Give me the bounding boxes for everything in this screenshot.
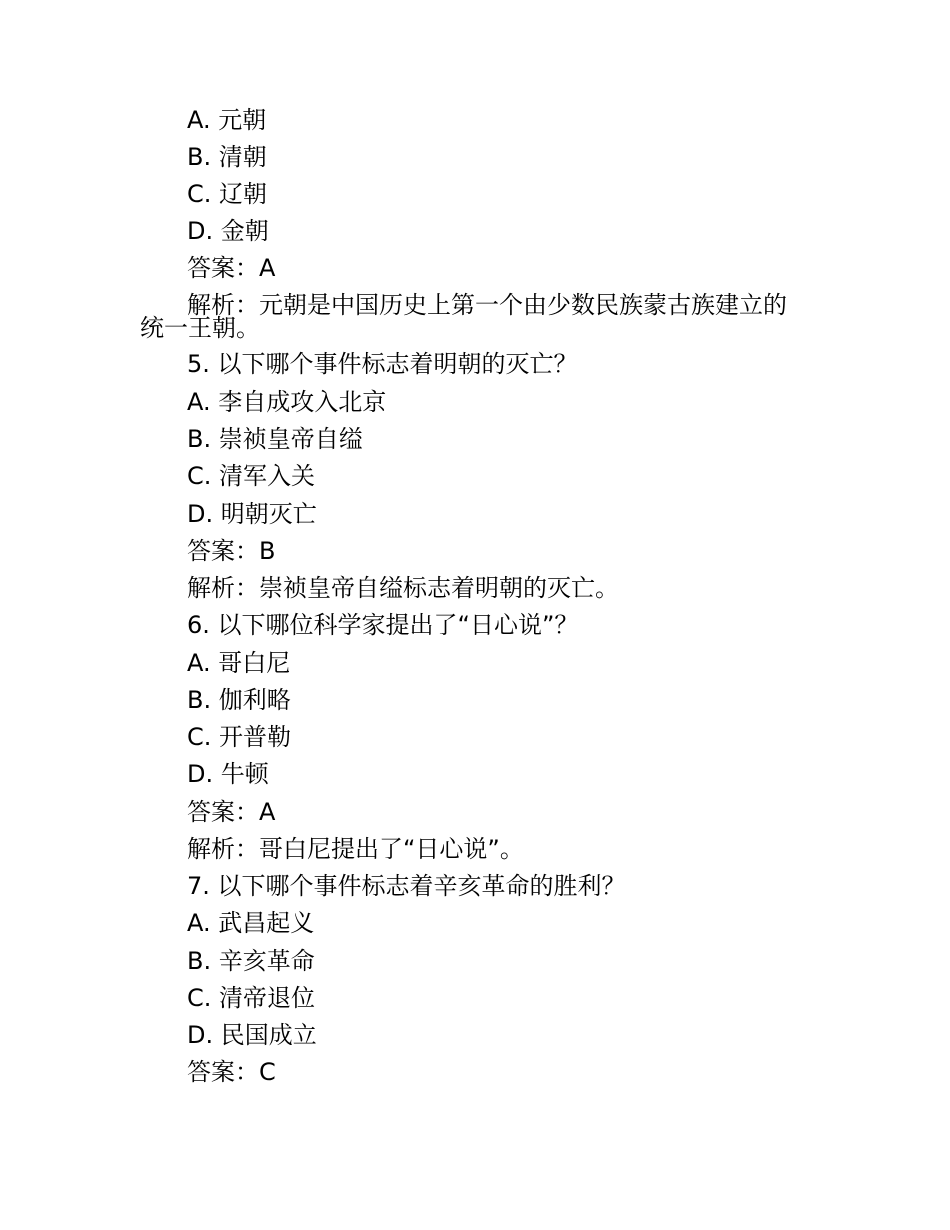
- option-b: B. 伽利略: [187, 686, 291, 714]
- question-7: 7. 以下哪个事件标志着辛亥革命的胜利？: [187, 872, 626, 900]
- answer-line: 答案：A: [187, 254, 276, 282]
- answer-line: 答案：C: [187, 1058, 276, 1086]
- question-6: 6. 以下哪位科学家提出了“日心说”？: [187, 611, 579, 639]
- option-c: C. 开普勒: [187, 723, 292, 751]
- option-c: C. 清帝退位: [187, 984, 316, 1012]
- option-b: B. 清朝: [187, 143, 267, 171]
- option-c: C. 辽朝: [187, 180, 268, 208]
- option-a: A. 哥白尼: [187, 649, 291, 677]
- option-d: D. 牛顿: [187, 760, 269, 788]
- option-d: D. 金朝: [187, 217, 269, 245]
- explanation-line: 解析：元朝是中国历史上第一个由少数民族蒙古族建立的: [187, 291, 787, 319]
- option-a: A. 武昌起义: [187, 909, 315, 937]
- option-d: D. 民国成立: [187, 1021, 317, 1049]
- answer-line: 答案：B: [187, 537, 276, 565]
- option-a: A. 元朝: [187, 106, 267, 134]
- explanation-line: 解析：崇祯皇帝自缢标志着明朝的灭亡。: [187, 574, 619, 602]
- option-a: A. 李自成攻入北京: [187, 388, 387, 416]
- option-b: B. 崇祯皇帝自缢: [187, 425, 363, 453]
- explanation-line: 解析：哥白尼提出了“日心说”。: [187, 835, 524, 863]
- explanation-continuation: 统一王朝。: [140, 314, 260, 342]
- question-5: 5. 以下哪个事件标志着明朝的灭亡？: [187, 350, 578, 378]
- answer-line: 答案：A: [187, 798, 276, 826]
- option-c: C. 清军入关: [187, 462, 316, 490]
- option-d: D. 明朝灭亡: [187, 500, 317, 528]
- option-b: B. 辛亥革命: [187, 947, 315, 975]
